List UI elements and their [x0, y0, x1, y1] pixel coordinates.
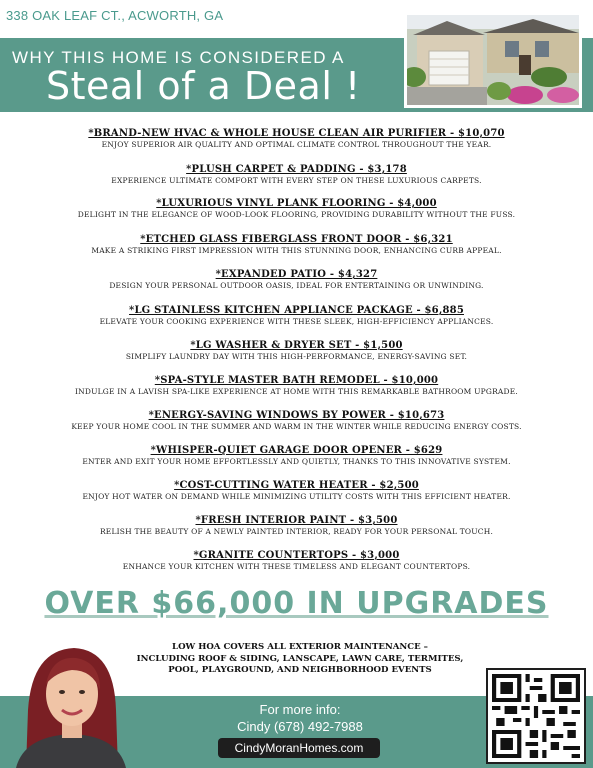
more-info-label: For more info:: [259, 702, 341, 717]
upgrade-description: SIMPLIFY LAUNDRY DAY WITH THIS HIGH-PERFORMANCE, ENERGY-SAVING SET.: [125, 352, 468, 361]
upgrade-description: KEEP YOUR HOME COOL IN THE SUMMER AND WARM IN THE WINTER WHILE REDUCING ENERGY COSTS.: [71, 422, 522, 431]
upgrade-item: [0, 305, 593, 327]
upgrade-item: [0, 128, 593, 150]
banner-subtitle: WHY THIS HOME IS CONSIDERED A: [12, 48, 345, 67]
upgrade-item: [0, 375, 593, 397]
upgrade-title: *LG WASHER & DRYER SET - $1,500: [190, 340, 403, 351]
upgrade-item: [0, 480, 593, 502]
upgrade-item: [0, 410, 593, 432]
upgrade-title: *WHISPER-QUIET GARAGE DOOR OPENER - $629: [150, 445, 443, 456]
upgrade-title: *ENERGY-SAVING WINDOWS BY POWER - $10,673: [148, 410, 445, 421]
hoa-line: LOW HOA COVERS ALL EXTERIOR MAINTENANCE –: [172, 642, 428, 652]
upgrade-item: [0, 340, 593, 362]
upgrade-title: *BRAND-NEW HVAC & WHOLE HOUSE CLEAN AIR PURIFIER - $10,070: [88, 128, 505, 139]
upgrade-description: DESIGN YOUR PERSONAL OUTDOOR OASIS, IDEAL FOR ENTERTAINING OR UNWINDING.: [109, 281, 484, 290]
hoa-line: INCLUDING ROOF & SIDING, LANSCAPE, LAWN CARE, TERMITES,: [136, 653, 464, 664]
upgrade-item: [0, 445, 593, 467]
upgrade-title: *EXPANDED PATIO - $4,327: [215, 269, 378, 280]
house-illustration: [407, 15, 579, 105]
upgrade-title: *FRESH INTERIOR PAINT - $3,500: [195, 515, 398, 526]
house-photo: [404, 12, 582, 108]
upgrade-description: ENJOY SUPERIOR AIR QUALITY AND OPTIMAL CLIMATE CONTROL THROUGHOUT THE YEAR.: [101, 140, 492, 149]
upgrade-title: *COST-CUTTING WATER HEATER - $2,500: [174, 480, 419, 491]
hoa-line: POOL, PLAYGROUND, AND NEIGHBORHOOD EVENTS: [168, 665, 432, 675]
upgrade-description: ENHANCE YOUR KITCHEN WITH THESE TIMELESS AND ELEGANT COUNTERTOPS.: [122, 562, 471, 571]
upgrade-item: [0, 234, 593, 256]
upgrade-title: *ETCHED GLASS FIBERGLASS FRONT DOOR - $6,321: [140, 234, 453, 245]
upgrade-description: RELISH THE BEAUTY OF A NEWLY PAINTED INTERIOR, READY FOR YOUR PERSONAL TOUCH.: [99, 527, 494, 536]
upgrade-description: MAKE A STRIKING FIRST IMPRESSION WITH THIS STUNNING DOOR, ENHANCING CURB APPEAL.: [91, 246, 502, 255]
qr-code-icon: [492, 674, 580, 758]
upgrade-description: ENJOY HOT WATER ON DEMAND WHILE MINIMIZING UTILITY COSTS WITH THIS EFFICIENT HEATER.: [82, 492, 511, 501]
upgrade-item: [0, 198, 593, 220]
agent-portrait: [6, 640, 136, 768]
upgrade-title: *LUXURIOUS VINYL PLANK FLOORING - $4,000: [156, 198, 437, 209]
upgrade-title: *GRANITE COUNTERTOPS - $3,000: [193, 550, 400, 561]
upgrade-item: [0, 269, 593, 291]
upgrade-title: *PLUSH CARPET & PADDING - $3,178: [186, 164, 407, 175]
upgrade-description: DELIGHT IN THE ELEGANCE OF WOOD-LOOK FLOORING, PROVIDING DURABILITY WITHOUT THE FUSS.: [77, 210, 516, 219]
hoa-notice: [100, 642, 500, 677]
qr-code[interactable]: [486, 668, 586, 764]
upgrade-item: [0, 515, 593, 537]
upgrade-title: *LG STAINLESS KITCHEN APPLIANCE PACKAGE - $6,885: [129, 305, 464, 316]
agent-photo: [6, 640, 136, 768]
upgrade-description: EXPERIENCE ULTIMATE COMFORT WITH EVERY STEP ON THESE LUXURIOUS CARPETS.: [111, 176, 482, 185]
upgrade-item: [0, 164, 593, 186]
upgrades-total-headline: OVER $66,000 IN UPGRADES: [44, 586, 549, 621]
agent-phone[interactable]: Cindy (678) 492-7988: [237, 719, 363, 734]
upgrade-description: INDULGE IN A LAVISH SPA-LIKE EXPERIENCE AT HOME WITH THIS REMARKABLE BATHROOM UPGRADE.: [74, 387, 519, 396]
banner-title: Steal of a Deal !: [46, 64, 361, 108]
upgrade-item: [0, 550, 593, 572]
upgrade-title: *SPA-STYLE MASTER BATH REMODEL - $10,000: [154, 375, 439, 386]
agent-website-link[interactable]: CindyMoranHomes.com: [218, 738, 380, 758]
property-address: 338 OAK LEAF CT., ACWORTH, GA: [6, 8, 224, 23]
upgrade-description: ENTER AND EXIT YOUR HOME EFFORTLESSLY AND QUIETLY, THANKS TO THIS INNOVATIVE SYSTEM.: [82, 457, 511, 466]
upgrade-description: ELEVATE YOUR COOKING EXPERIENCE WITH THESE SLEEK, HIGH-EFFICIENCY APPLIANCES.: [99, 317, 494, 326]
